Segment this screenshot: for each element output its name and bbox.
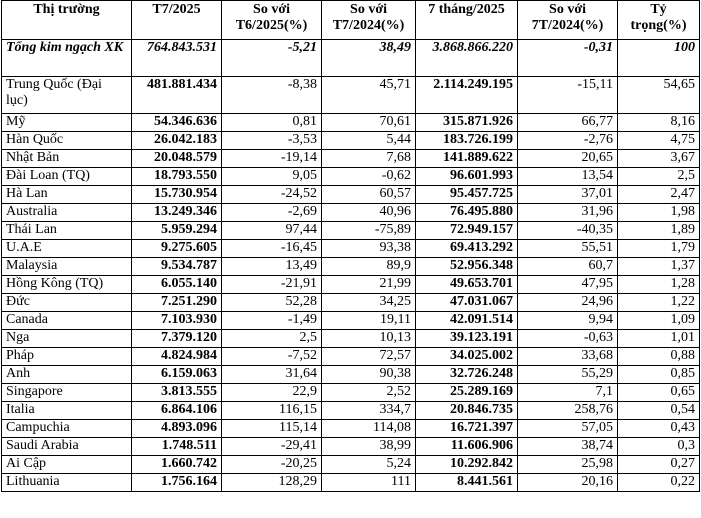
total-market: Tổng kim ngạch XK <box>2 40 132 77</box>
table-row <box>2 330 700 348</box>
row-vs-t6: 13,49 <box>222 258 322 276</box>
row-vs-t6: 128,29 <box>222 474 322 492</box>
table-row <box>2 456 700 474</box>
row-vs-t7-2024: 70,61 <box>322 114 416 132</box>
row-vs-t6: 31,64 <box>222 366 322 384</box>
table-row <box>2 240 700 258</box>
row-market: Ai Cập <box>2 456 132 474</box>
row-t7: 7.251.290 <box>132 294 222 312</box>
row-vs-7t: -40,35 <box>518 222 618 240</box>
row-share: 2,5 <box>618 168 700 186</box>
table-row <box>2 186 700 204</box>
row-share: 1,89 <box>618 222 700 240</box>
row-vs-t7-2024: 10,13 <box>322 330 416 348</box>
header-share: Tỷ trọng(%) <box>618 1 700 40</box>
row-ytd: 72.949.157 <box>416 222 518 240</box>
row-share: 0,3 <box>618 438 700 456</box>
row-share: 1,98 <box>618 204 700 222</box>
total-vs-t6: -5,21 <box>222 40 322 77</box>
row-ytd: 95.457.725 <box>416 186 518 204</box>
row-market: Campuchia <box>2 420 132 438</box>
row-vs-t7-2024: 45,71 <box>322 77 416 114</box>
row-ytd: 47.031.067 <box>416 294 518 312</box>
row-share: 2,47 <box>618 186 700 204</box>
header-7-months-2025: 7 tháng/2025 <box>416 1 518 40</box>
row-ytd: 96.601.993 <box>416 168 518 186</box>
row-vs-t6: 9,05 <box>222 168 322 186</box>
row-vs-7t: 20,65 <box>518 150 618 168</box>
header-t7-2025: T7/2025 <box>132 1 222 40</box>
header-vs-7t-2024: So với 7T/2024(%) <box>518 1 618 40</box>
table-row <box>2 312 700 330</box>
row-vs-t6: -19,14 <box>222 150 322 168</box>
row-market: Đài Loan (TQ) <box>2 168 132 186</box>
row-vs-t6: 0,81 <box>222 114 322 132</box>
row-vs-7t: 13,54 <box>518 168 618 186</box>
header-market: Thị trường <box>2 1 132 40</box>
row-t7: 9.275.605 <box>132 240 222 258</box>
header-vs-t6-2025: So với T6/2025(%) <box>222 1 322 40</box>
row-market: Hàn Quốc <box>2 132 132 150</box>
row-vs-t7-2024: 5,24 <box>322 456 416 474</box>
row-t7: 7.103.930 <box>132 312 222 330</box>
row-share: 8,16 <box>618 114 700 132</box>
row-vs-t7-2024: 5,44 <box>322 132 416 150</box>
row-vs-t6: 2,5 <box>222 330 322 348</box>
row-vs-t6: 116,15 <box>222 402 322 420</box>
row-vs-7t: -0,63 <box>518 330 618 348</box>
row-t7: 6.159.063 <box>132 366 222 384</box>
row-market: Nhật Bản <box>2 150 132 168</box>
row-share: 0,85 <box>618 366 700 384</box>
row-t7: 18.793.550 <box>132 168 222 186</box>
row-vs-t6: -8,38 <box>222 77 322 114</box>
row-ytd: 10.292.842 <box>416 456 518 474</box>
row-market: Malaysia <box>2 258 132 276</box>
row-vs-t7-2024: 89,9 <box>322 258 416 276</box>
row-vs-7t: 47,95 <box>518 276 618 294</box>
row-t7: 7.379.120 <box>132 330 222 348</box>
row-market: Trung Quốc (Đại lục) <box>2 77 132 114</box>
row-share: 0,54 <box>618 402 700 420</box>
row-t7: 20.048.579 <box>132 150 222 168</box>
row-share: 0,43 <box>618 420 700 438</box>
row-share: 4,75 <box>618 132 700 150</box>
row-share: 54,65 <box>618 77 700 114</box>
row-vs-t6: -2,69 <box>222 204 322 222</box>
table-row <box>2 366 700 384</box>
total-vs-7t: -0,31 <box>518 40 618 77</box>
table-row <box>2 204 700 222</box>
row-vs-t7-2024: 111 <box>322 474 416 492</box>
row-vs-t6: -21,91 <box>222 276 322 294</box>
export-markets-table <box>1 0 700 492</box>
row-vs-t7-2024: 60,57 <box>322 186 416 204</box>
row-ytd: 76.495.880 <box>416 204 518 222</box>
row-market: Mỹ <box>2 114 132 132</box>
row-vs-t7-2024: 334,7 <box>322 402 416 420</box>
header-vs-t7-2024: So với T7/2024(%) <box>322 1 416 40</box>
row-vs-t7-2024: 2,52 <box>322 384 416 402</box>
row-t7: 481.881.434 <box>132 77 222 114</box>
row-market: Saudi Arabia <box>2 438 132 456</box>
row-t7: 3.813.555 <box>132 384 222 402</box>
row-vs-t6: -3,53 <box>222 132 322 150</box>
row-market: Hà Lan <box>2 186 132 204</box>
row-share: 0,88 <box>618 348 700 366</box>
row-ytd: 25.289.169 <box>416 384 518 402</box>
row-vs-7t: 20,16 <box>518 474 618 492</box>
row-t7: 6.864.106 <box>132 402 222 420</box>
row-vs-7t: -15,11 <box>518 77 618 114</box>
total-ytd: 3.868.866.220 <box>416 40 518 77</box>
row-share: 1,01 <box>618 330 700 348</box>
row-ytd: 69.413.292 <box>416 240 518 258</box>
row-vs-t7-2024: -0,62 <box>322 168 416 186</box>
table-row <box>2 384 700 402</box>
row-vs-t6: 52,28 <box>222 294 322 312</box>
row-ytd: 39.123.191 <box>416 330 518 348</box>
row-vs-t6: -1,49 <box>222 312 322 330</box>
row-vs-7t: 31,96 <box>518 204 618 222</box>
row-t7: 6.055.140 <box>132 276 222 294</box>
table-row <box>2 276 700 294</box>
row-share: 0,27 <box>618 456 700 474</box>
row-share: 1,28 <box>618 276 700 294</box>
row-share: 1,22 <box>618 294 700 312</box>
table-row <box>2 222 700 240</box>
row-vs-t6: -20,25 <box>222 456 322 474</box>
row-vs-7t: 38,74 <box>518 438 618 456</box>
row-market: Italia <box>2 402 132 420</box>
table-row <box>2 438 700 456</box>
row-vs-t7-2024: 72,57 <box>322 348 416 366</box>
table-row <box>2 420 700 438</box>
row-vs-t7-2024: 90,38 <box>322 366 416 384</box>
row-vs-t7-2024: 114,08 <box>322 420 416 438</box>
row-vs-t6: -7,52 <box>222 348 322 366</box>
row-share: 1,09 <box>618 312 700 330</box>
row-vs-7t: 37,01 <box>518 186 618 204</box>
row-t7: 1.756.164 <box>132 474 222 492</box>
row-market: Hồng Kông (TQ) <box>2 276 132 294</box>
row-vs-t7-2024: -75,89 <box>322 222 416 240</box>
row-market: Pháp <box>2 348 132 366</box>
row-vs-7t: 24,96 <box>518 294 618 312</box>
row-market: Anh <box>2 366 132 384</box>
row-vs-7t: 258,76 <box>518 402 618 420</box>
row-t7: 5.959.294 <box>132 222 222 240</box>
row-ytd: 52.956.348 <box>416 258 518 276</box>
row-market: Singapore <box>2 384 132 402</box>
row-vs-7t: 25,98 <box>518 456 618 474</box>
total-t7: 764.843.531 <box>132 40 222 77</box>
row-ytd: 183.726.199 <box>416 132 518 150</box>
row-ytd: 8.441.561 <box>416 474 518 492</box>
row-share: 3,67 <box>618 150 700 168</box>
row-vs-7t: 60,7 <box>518 258 618 276</box>
row-vs-t6: -29,41 <box>222 438 322 456</box>
row-vs-7t: 57,05 <box>518 420 618 438</box>
row-vs-t7-2024: 93,38 <box>322 240 416 258</box>
total-vs-t7-2024: 38,49 <box>322 40 416 77</box>
total-row <box>2 40 700 77</box>
row-vs-7t: 9,94 <box>518 312 618 330</box>
row-vs-7t: 7,1 <box>518 384 618 402</box>
row-ytd: 32.726.248 <box>416 366 518 384</box>
row-t7: 26.042.183 <box>132 132 222 150</box>
row-t7: 9.534.787 <box>132 258 222 276</box>
row-market: Canada <box>2 312 132 330</box>
table-row <box>2 132 700 150</box>
row-ytd: 42.091.514 <box>416 312 518 330</box>
row-market: Thái Lan <box>2 222 132 240</box>
row-vs-t6: 115,14 <box>222 420 322 438</box>
row-t7: 15.730.954 <box>132 186 222 204</box>
row-market: Lithuania <box>2 474 132 492</box>
row-share: 0,22 <box>618 474 700 492</box>
row-ytd: 2.114.249.195 <box>416 77 518 114</box>
row-ytd: 315.871.926 <box>416 114 518 132</box>
row-vs-t6: -24,52 <box>222 186 322 204</box>
row-market: Australia <box>2 204 132 222</box>
row-t7: 1.748.511 <box>132 438 222 456</box>
table-row <box>2 114 700 132</box>
total-share: 100 <box>618 40 700 77</box>
table-row <box>2 258 700 276</box>
row-share: 1,79 <box>618 240 700 258</box>
row-share: 1,37 <box>618 258 700 276</box>
row-ytd: 34.025.002 <box>416 348 518 366</box>
row-vs-t6: -16,45 <box>222 240 322 258</box>
table-row <box>2 402 700 420</box>
row-vs-t7-2024: 34,25 <box>322 294 416 312</box>
row-ytd: 20.846.735 <box>416 402 518 420</box>
row-market: Đức <box>2 294 132 312</box>
row-vs-7t: 33,68 <box>518 348 618 366</box>
row-vs-t7-2024: 19,11 <box>322 312 416 330</box>
row-share: 0,65 <box>618 384 700 402</box>
row-vs-t7-2024: 7,68 <box>322 150 416 168</box>
row-ytd: 49.653.701 <box>416 276 518 294</box>
table-row <box>2 474 700 492</box>
row-vs-7t: 66,77 <box>518 114 618 132</box>
row-t7: 4.824.984 <box>132 348 222 366</box>
row-vs-t7-2024: 21,99 <box>322 276 416 294</box>
row-ytd: 11.606.906 <box>416 438 518 456</box>
row-market: U.A.E <box>2 240 132 258</box>
row-t7: 4.893.096 <box>132 420 222 438</box>
header-row <box>2 1 700 40</box>
row-vs-t6: 97,44 <box>222 222 322 240</box>
row-market: Nga <box>2 330 132 348</box>
row-ytd: 141.889.622 <box>416 150 518 168</box>
row-vs-t7-2024: 38,99 <box>322 438 416 456</box>
table-row <box>2 348 700 366</box>
row-vs-t7-2024: 40,96 <box>322 204 416 222</box>
row-t7: 1.660.742 <box>132 456 222 474</box>
row-vs-7t: 55,51 <box>518 240 618 258</box>
table-row <box>2 150 700 168</box>
row-t7: 54.346.636 <box>132 114 222 132</box>
table-row <box>2 168 700 186</box>
row-vs-7t: -2,76 <box>518 132 618 150</box>
row-vs-t6: 22,9 <box>222 384 322 402</box>
row-t7: 13.249.346 <box>132 204 222 222</box>
table-row <box>2 294 700 312</box>
row-vs-7t: 55,29 <box>518 366 618 384</box>
row-ytd: 16.721.397 <box>416 420 518 438</box>
table-row <box>2 77 700 114</box>
